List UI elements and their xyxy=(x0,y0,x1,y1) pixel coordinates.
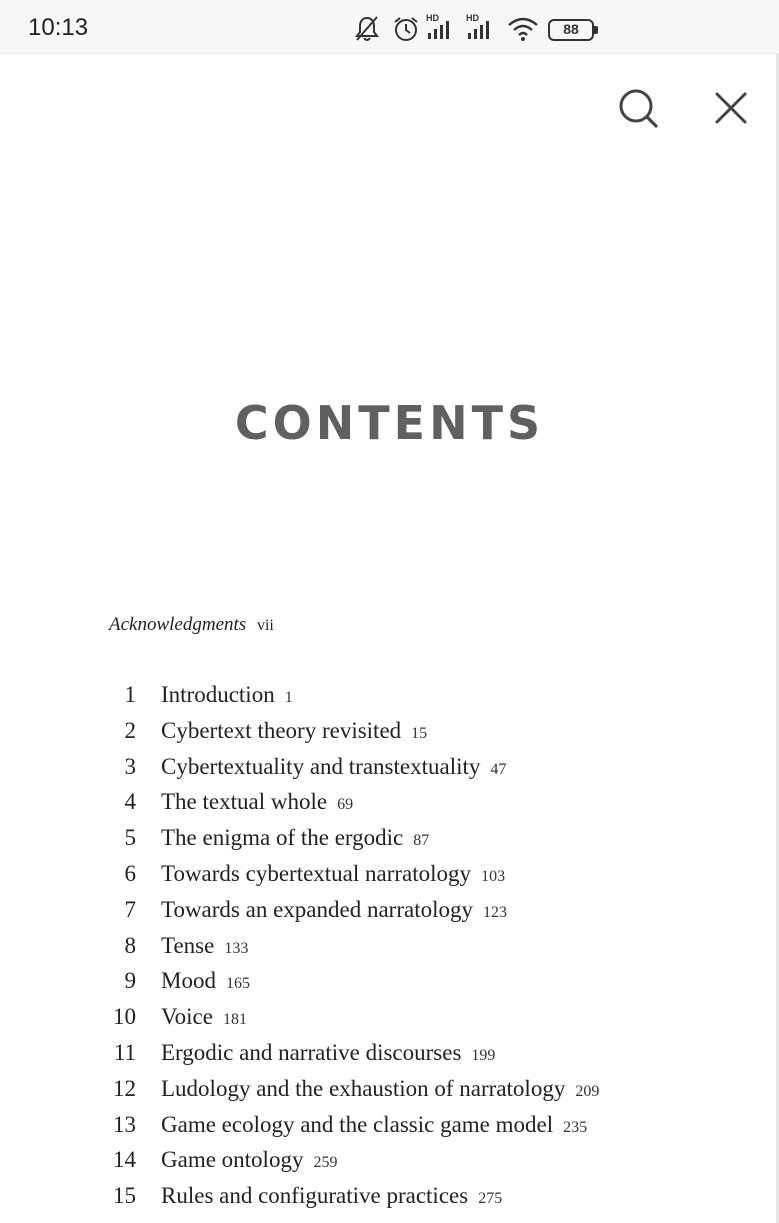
network-badge: HD xyxy=(426,13,439,23)
status-bar xyxy=(0,0,779,54)
chapter-page: 47 xyxy=(490,760,507,778)
chapter-title xyxy=(161,713,427,752)
chapter-number: 12 xyxy=(113,1075,136,1101)
chapter-page: 235 xyxy=(563,1118,588,1136)
signal-hd-icon xyxy=(426,15,456,45)
chapter-number: 11 xyxy=(113,1039,136,1065)
chapter-number: 7 xyxy=(124,896,136,922)
chapter-title xyxy=(161,892,507,931)
toc-entry[interactable] xyxy=(0,713,779,749)
chapter-title xyxy=(161,963,250,1002)
status-time: 10:13 xyxy=(28,14,89,41)
toc-acknowledgments[interactable] xyxy=(109,614,274,636)
chapter-title-text: Game ecology and the classic game model xyxy=(161,1111,554,1137)
toc-entry[interactable] xyxy=(0,749,779,785)
toc-entry[interactable] xyxy=(0,820,779,856)
toc-entry[interactable] xyxy=(0,1178,779,1214)
toc-entry[interactable] xyxy=(0,856,779,892)
chapter-title xyxy=(161,856,505,895)
chapter-title xyxy=(161,1178,502,1217)
chapter-page: 259 xyxy=(313,1154,338,1172)
chapter-page: 15 xyxy=(411,724,428,742)
chapter-title-text: Introduction xyxy=(161,682,275,707)
chapter-page: 1 xyxy=(284,689,293,706)
battery-level: 88 xyxy=(563,21,579,37)
chapter-page: 199 xyxy=(471,1046,496,1064)
chapter-page: 87 xyxy=(413,832,430,850)
wifi-icon xyxy=(506,15,540,43)
chapter-title xyxy=(161,677,293,716)
chapter-title-text: The textual whole xyxy=(161,789,328,815)
toc-entry[interactable] xyxy=(0,784,779,820)
chapter-number: 5 xyxy=(124,825,136,851)
chapter-title xyxy=(161,1071,599,1110)
chapter-title-text: Game ontology xyxy=(161,1147,304,1173)
acknowledgments-page: vii xyxy=(256,617,274,634)
chapter-title-text: Voice xyxy=(161,1004,213,1030)
chapter-number: 9 xyxy=(124,968,136,994)
toc-entry[interactable] xyxy=(0,999,779,1035)
chapter-title-text: Rules and configurative practices xyxy=(161,1183,469,1209)
chapter-title xyxy=(161,1035,495,1074)
toc-entry[interactable] xyxy=(0,1035,779,1071)
toc-list xyxy=(0,677,779,1214)
toc-entry[interactable] xyxy=(0,677,779,713)
chapter-page: 123 xyxy=(482,903,507,921)
toc-entry[interactable] xyxy=(0,928,779,964)
contents-heading: CONTENTS xyxy=(234,396,545,450)
chapter-title-text: Mood xyxy=(161,968,216,994)
network-badge: HD xyxy=(466,13,479,23)
chapter-title-text: Towards an expanded narratology xyxy=(161,896,473,922)
chapter-title-text: Tense xyxy=(161,932,215,958)
chapter-page: 181 xyxy=(222,1011,247,1029)
close-button[interactable] xyxy=(703,80,759,136)
chapter-number: 10 xyxy=(113,1004,136,1030)
chapter-number: 6 xyxy=(124,860,136,886)
chapter-title-text: Towards cybertextual narratology xyxy=(161,860,472,886)
chapter-title xyxy=(161,999,247,1038)
toc-entry[interactable] xyxy=(0,1071,779,1107)
chapter-title xyxy=(161,1107,587,1146)
chapter-number: 4 xyxy=(124,789,136,815)
chapter-number: 13 xyxy=(113,1111,136,1137)
toc-entry[interactable] xyxy=(0,892,779,928)
battery-icon xyxy=(548,19,600,41)
chapter-title-text: Ergodic and narrative discourses xyxy=(161,1039,462,1065)
chapter-title xyxy=(161,749,506,788)
chapter-title xyxy=(161,1142,337,1181)
chapter-number: 15 xyxy=(113,1183,136,1209)
chapter-title xyxy=(161,784,353,823)
chapter-number: 3 xyxy=(124,753,136,779)
toc-entry[interactable] xyxy=(0,1107,779,1143)
chapter-number: 14 xyxy=(113,1147,136,1173)
chapter-page: 69 xyxy=(337,796,354,814)
chapter-page: 275 xyxy=(478,1190,503,1208)
chapter-title xyxy=(161,820,429,859)
alarm-icon xyxy=(392,15,420,43)
toc-entry[interactable] xyxy=(0,963,779,999)
search-icon xyxy=(610,80,666,136)
acknowledgments-label: Acknowledgments xyxy=(109,614,247,635)
chapter-title xyxy=(161,928,248,967)
close-icon xyxy=(703,80,759,136)
chapter-number: 2 xyxy=(124,717,136,743)
chapter-title-text: Cybertextuality and transtextuality xyxy=(161,753,481,779)
chapter-page: 165 xyxy=(225,975,250,993)
toc-entry[interactable] xyxy=(0,1142,779,1178)
chapter-page: 133 xyxy=(224,939,249,957)
chapter-title-text: Ludology and the exhaustion of narratology xyxy=(161,1075,566,1101)
reader-toolbar xyxy=(0,54,779,164)
chapter-page: 209 xyxy=(575,1082,600,1100)
chapter-number: 8 xyxy=(124,932,136,958)
chapter-title-text: The enigma of the ergodic xyxy=(161,825,404,851)
chapter-number: 1 xyxy=(124,682,136,707)
signal-hd-icon xyxy=(466,15,496,45)
chapter-title-text: Cybertext theory revisited xyxy=(161,717,402,743)
bell-muted-icon xyxy=(354,15,380,43)
search-button[interactable] xyxy=(610,80,666,136)
chapter-page: 103 xyxy=(481,867,506,885)
